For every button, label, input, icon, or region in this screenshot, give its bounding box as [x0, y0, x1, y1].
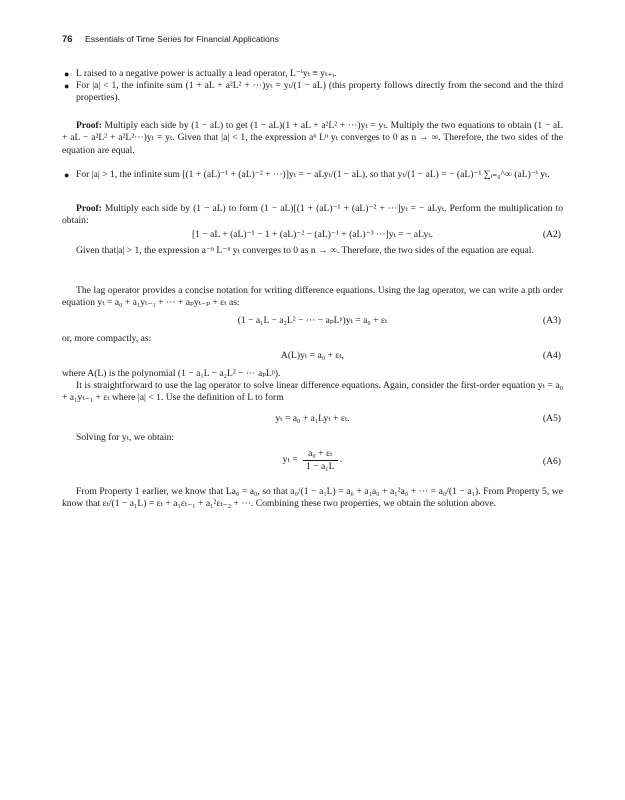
bullet-text: For |a| > 1, the infinite sum [(1 + (aL)⁻¹ + (aL)⁻² + ···)]yₜ = − aLyₜ/(1 − aL), so that yₜ/(1 − aL) = − (aL)⁻¹ ∑ᵢ₌₀^∞ (aL)⁻ⁱ yₜ.	[76, 169, 550, 180]
equation-expression: A(L)yₜ = a₀ + εₜ,	[280, 350, 345, 361]
running-header	[62, 33, 279, 46]
paragraph-solving: Solving for yₜ, we obtain:	[76, 432, 175, 443]
equation-a6	[62, 448, 563, 480]
paragraph-lag-intro: The lag operator provides a concise notation for writing difference equations. Using the lag operator, we can write a pth order equation yₜ = a₀ + a₁yₜ₋₁ + ··· + aₚyₜ₋ₚ + εₜ as:	[62, 285, 563, 309]
equation-a5	[62, 413, 563, 427]
paragraph-final: From Property 1 earlier, we know that La₀ = a₀, so that a₀/(1 − a₁L) = a₀ + a₁a₀ + a₁²a₀ + ··· = a₀/(1 − a₁). From Property 5, we know that εₜ/(1 − a₁L) = εₜ + a₁εₜ₋₁ + a₁²εₜ₋₂ + ···. Combining these two properties, we obtain the solution above.	[62, 486, 563, 510]
bullet-negative-power-sum	[62, 169, 563, 181]
equation-expression: (1 − a₁L − a₂L² − ··· − aₚLᵖ)yₜ = a₀ + εₜ	[237, 315, 388, 326]
proof-paragraph-1	[62, 120, 563, 157]
bullet-dot: ●	[64, 170, 70, 180]
fraction	[303, 448, 337, 473]
bullet-dot: ●	[64, 69, 70, 79]
equation-number: (A2)	[542, 229, 561, 240]
fraction-tail: .	[339, 454, 343, 466]
proof-label: Proof:	[76, 203, 102, 214]
bullet-text: L raised to a negative power is actually a lead operator, L⁻ⁱyₜ ≡ yₜ₊ᵢ.	[76, 68, 337, 79]
running-title: Essentials of Time Series for Financial Applications	[84, 34, 279, 44]
paragraph-compact: or, more compactly, as:	[62, 333, 152, 344]
proof-paragraph-2	[62, 203, 563, 228]
fraction-expression	[62, 448, 563, 473]
equation-a2	[62, 229, 563, 243]
proof-label: Proof:	[76, 120, 102, 131]
equation-number: (A6)	[542, 456, 561, 467]
paragraph-after-a2: Given that|a| > 1, the expression a⁻ⁿ L⁻ⁿ yₜ converges to 0 as n → ∞. Therefore, the two sides of the equation are equal.	[76, 245, 534, 256]
page-number: 76	[62, 34, 73, 45]
paragraph-where-al: where A(L) is the polynomial (1 − a₁L − a₂L² − ··· aₚLᵖ).	[62, 368, 281, 379]
equation-number: (A4)	[542, 350, 561, 361]
proof-text: Multiply each side by (1 − aL) to form (1 − aL)[(1 + (aL)⁻¹ + (aL)⁻² + ···]yₜ = − aLyₜ. Perform the multiplication to obtain:	[62, 203, 563, 227]
equation-number: (A5)	[542, 413, 561, 424]
paragraph-straightforward: It is straightforward to use the lag operator to solve linear difference equations. Again, consider the first-order equation yₜ = a₀ + a₁yₜ₋₁ + εₜ where |a| < 1. Use the definition of L to form	[62, 380, 563, 404]
equation-expression: yₜ = a₀ + a₁Lyₜ + εₜ.	[275, 413, 350, 424]
bullet-lead-operator	[62, 68, 563, 80]
fraction-numerator: a₀ + εₜ	[303, 448, 337, 461]
bullet-text: For |a| < 1, the infinite sum (1 + aL + a²L² + ···)yₜ = yₜ/(1 − aL) (this property follows directly from the second and the third properties).	[76, 80, 563, 104]
proof-text: Multiply each side by (1 − aL) to get (1 − aL)(1 + aL + a²L² + ···)yₜ = yₜ. Multiply the two equations to obtain (1 − aL + aL − a²L² + a²L²···)yₜ = yₜ. Given that |a| < 1, the expression aⁿ Lⁿ yₜ converges to 0 as n → ∞. Therefore, the two sides of the equation are equal.	[62, 120, 563, 156]
equation-number: (A3)	[542, 315, 561, 326]
bullet-infinite-sum	[62, 80, 563, 105]
equation-a4	[62, 350, 563, 364]
fraction-lhs: yₜ =	[282, 454, 298, 466]
equation-a3	[62, 315, 563, 329]
fraction-denominator: 1 − a₁L	[306, 461, 335, 472]
bullet-dot: ●	[64, 81, 70, 91]
equation-expression: [1 − aL + (aL)⁻¹ − 1 + (aL)⁻² − (aL)⁻¹ + (aL)⁻³ ···]yₜ = − aLyₜ.	[191, 229, 434, 240]
